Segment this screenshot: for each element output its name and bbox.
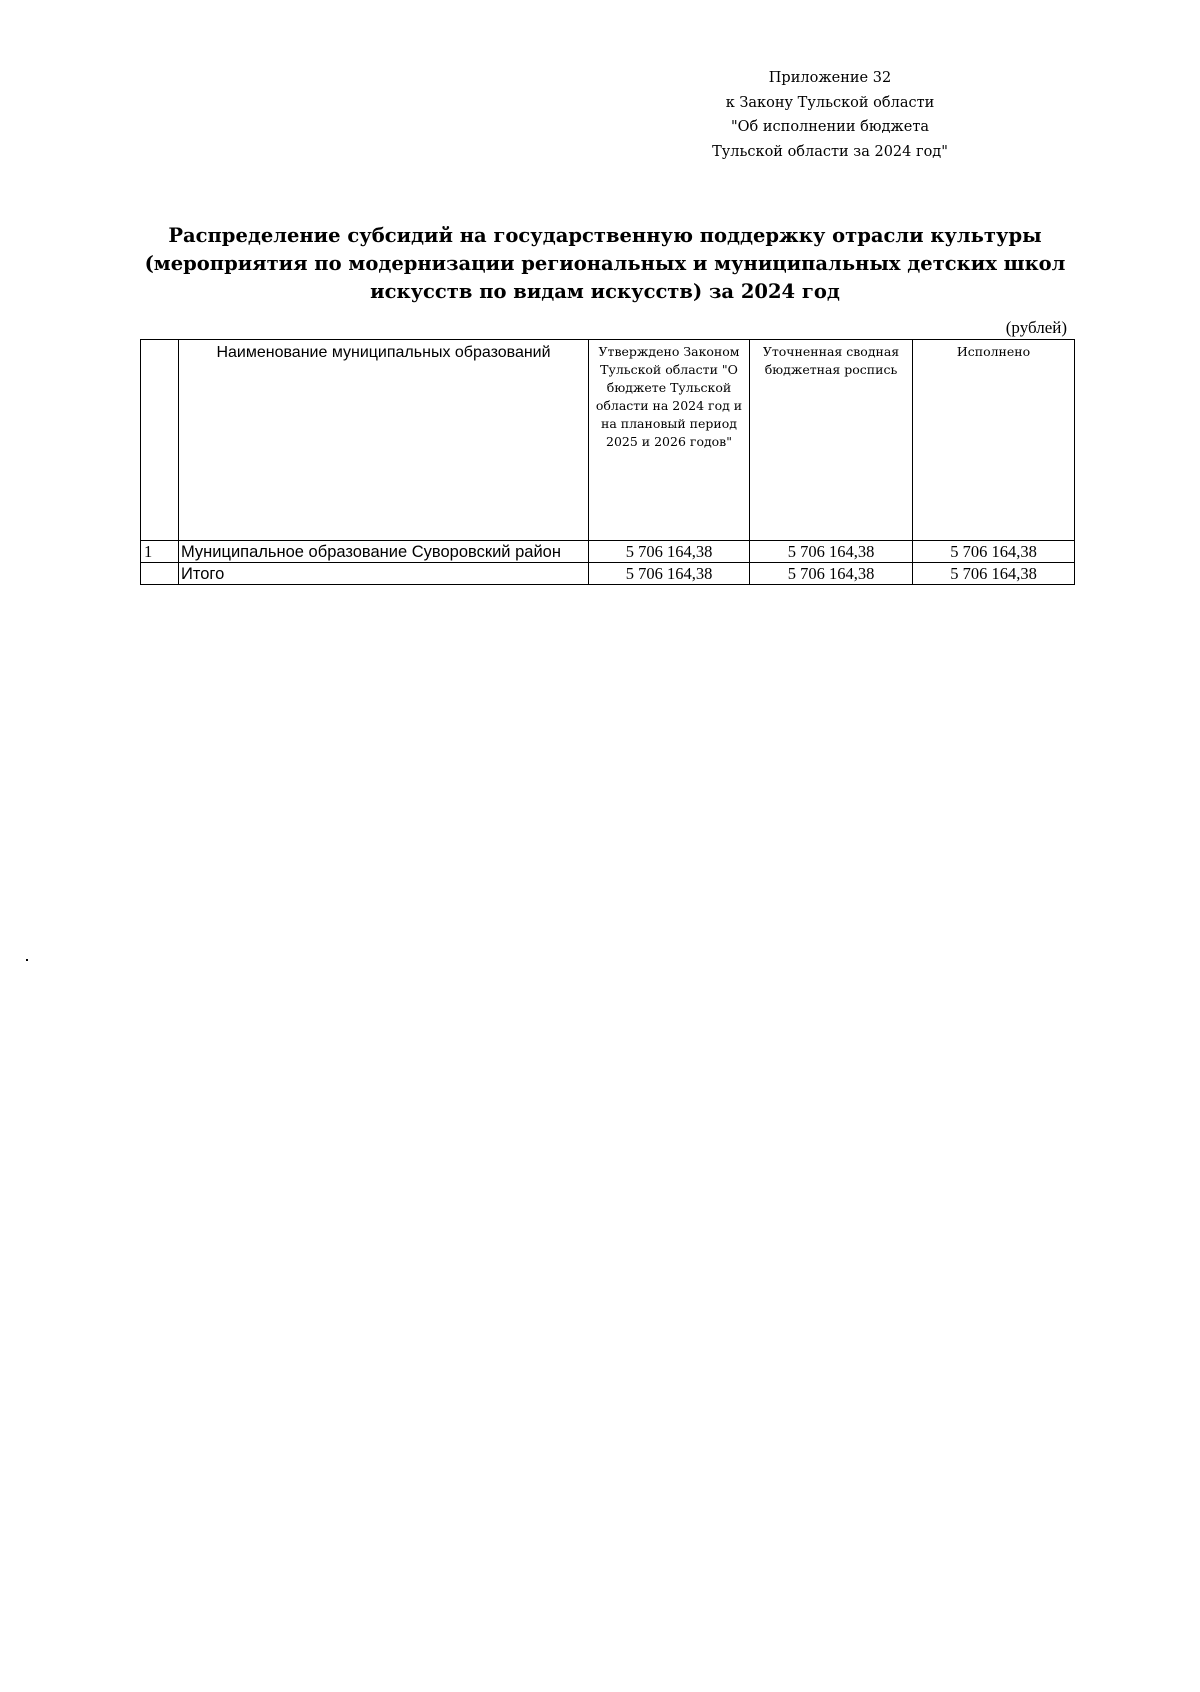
header-name: Наименование муниципальных образований — [179, 340, 589, 541]
unit-label: (рублей) — [1005, 318, 1067, 337]
header-executed: Исполнено — [913, 340, 1075, 541]
total-label: Итого — [179, 563, 589, 585]
document-title: Распределение субсидий на государственную поддержку отрасли культуры (мероприятия по модернизации региональных и муниципальных детских школ искусств по видам искусств) за 2024 год — [144, 224, 1066, 303]
header-refined: Уточненная сводная бюджетная роспись — [750, 340, 913, 541]
row-executed: 5 706 164,38 — [913, 541, 1075, 563]
header-approved: Утверждено Законом Тульской области "О бюджете Тульской области на 2024 год и на плановый период 2025 и 2026 годов" — [589, 340, 750, 541]
scan-speck — [26, 959, 28, 961]
appendix-line-4: Тульской области за 2024 год" — [712, 143, 948, 160]
total-approved: 5 706 164,38 — [589, 563, 750, 585]
total-executed: 5 706 164,38 — [913, 563, 1075, 585]
row-number: 1 — [141, 541, 179, 563]
table-row — [141, 541, 1075, 563]
total-refined: 5 706 164,38 — [750, 563, 913, 585]
row-refined: 5 706 164,38 — [750, 541, 913, 563]
table-total-row — [141, 563, 1075, 585]
total-number — [141, 563, 179, 585]
table-header-row — [141, 340, 1075, 541]
appendix-line-2: к Закону Тульской области — [725, 94, 935, 111]
row-name: Муниципальное образование Суворовский район — [179, 541, 589, 563]
header-number — [141, 340, 179, 541]
appendix-line-3: "Об исполнении бюджета — [730, 119, 929, 135]
appendix-line-1: Приложение 32 — [768, 70, 892, 86]
appendix-header — [700, 66, 960, 164]
row-approved: 5 706 164,38 — [589, 541, 750, 563]
subsidy-table — [140, 339, 1075, 585]
